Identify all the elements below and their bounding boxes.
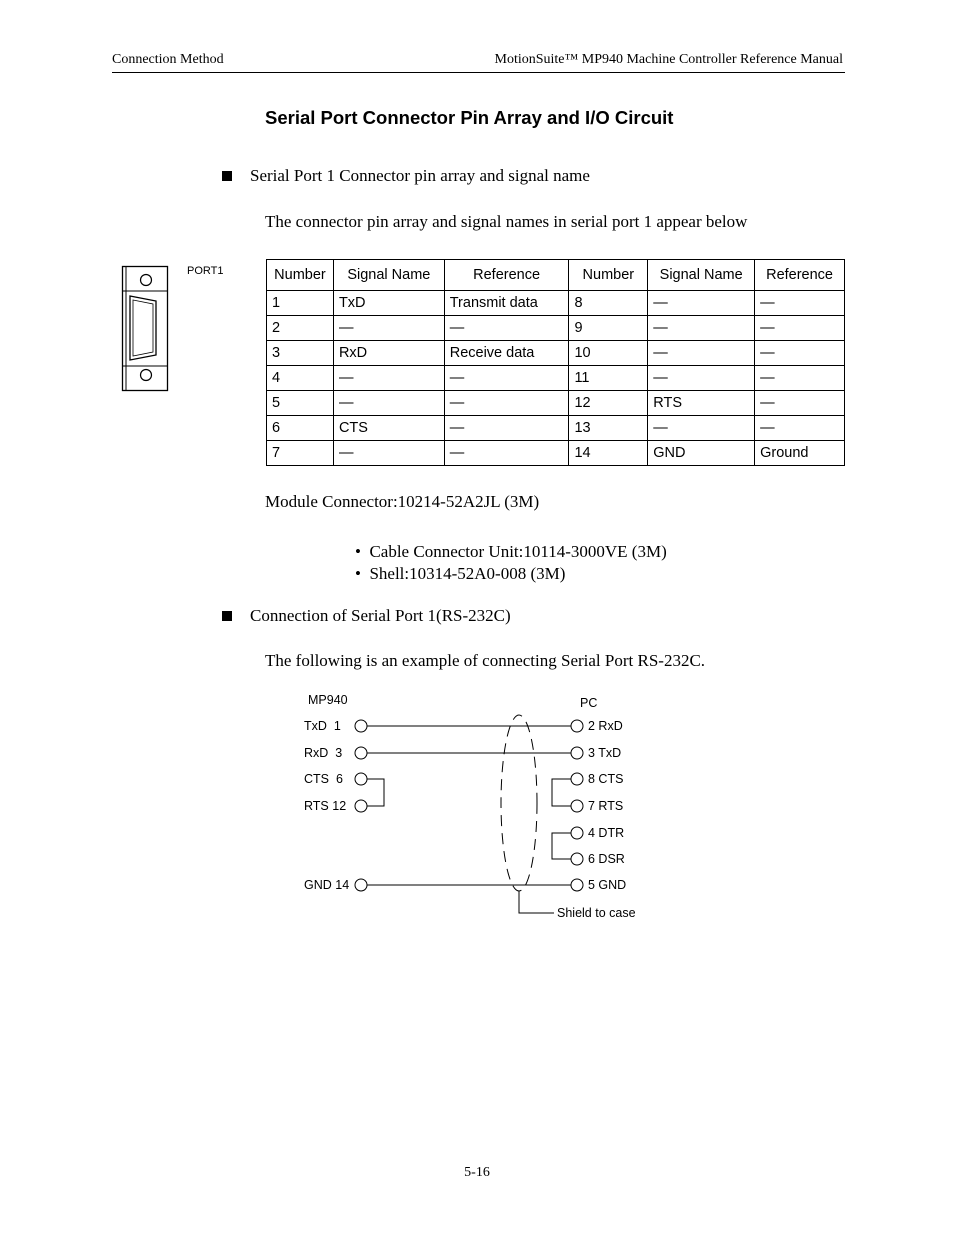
terminal-icon (571, 800, 583, 812)
list-item: • Shell:10314-52A0-008 (3M) (355, 564, 566, 583)
section2-intro: The following is an example of connecting Serial Port RS-232C. (265, 651, 706, 670)
right-pin-label: 2 RxD (588, 719, 623, 733)
table-cell: 1 (267, 291, 334, 316)
table-cell: 2 (267, 316, 334, 341)
table-cell: — (444, 391, 569, 416)
header-cell: Signal Name (648, 260, 755, 291)
table-cell: — (333, 441, 444, 466)
table-cell: — (755, 316, 845, 341)
shield-lead-wire (519, 891, 554, 913)
header-cell: Number (267, 260, 334, 291)
section2-bullet (222, 606, 511, 626)
pc-dtr-dsr-loopback-wire (552, 833, 571, 859)
table-cell: 10 (569, 341, 648, 366)
table-row (267, 316, 845, 341)
table-cell: RxD (333, 341, 444, 366)
table-cell: GND (648, 441, 755, 466)
table-cell: 11 (569, 366, 648, 391)
header-manual-title: MotionSuite™ MP940 Machine Controller Reference Manual (494, 52, 843, 67)
list-item: • Cable Connector Unit:10114-3000VE (3M) (355, 542, 667, 561)
table-cell: — (648, 416, 755, 441)
table-cell: 3 (267, 341, 334, 366)
table-cell: — (755, 366, 845, 391)
terminal-icon (355, 747, 367, 759)
left-pin-label: CTS 6 (304, 772, 343, 786)
section2-bullet-text: Connection of Serial Port 1(RS-232C) (250, 606, 511, 625)
table-cell: Ground (755, 441, 845, 466)
table-cell: — (444, 366, 569, 391)
pc-cts-rts-loopback-wire (552, 779, 571, 806)
table-row (267, 391, 845, 416)
table-cell: — (444, 441, 569, 466)
terminal-icon (355, 879, 367, 891)
table-cell: 12 (569, 391, 648, 416)
table-row (267, 341, 845, 366)
table-header-row (267, 260, 845, 291)
header-cell: Number (569, 260, 648, 291)
module-connector: Module Connector:10214-52A2JL (3M) (265, 492, 540, 511)
table-cell: — (444, 416, 569, 441)
terminal-icon (571, 827, 583, 839)
table-cell: — (755, 291, 845, 316)
section1-bullet (222, 166, 590, 186)
header-cell: Reference (755, 260, 845, 291)
page-title: Serial Port Connector Pin Array and I/O Circuit (265, 107, 674, 128)
table-row (267, 291, 845, 316)
right-pin-label: 8 CTS (588, 772, 624, 786)
left-pin-label: RxD 3 (304, 746, 343, 760)
table-cell: 6 (267, 416, 334, 441)
right-pin-label: 4 DTR (588, 826, 625, 840)
cable-shield-ellipse (501, 715, 537, 891)
shield-label: Shield to case (557, 906, 636, 920)
terminal-icon (571, 853, 583, 865)
table-row (267, 416, 845, 441)
table-cell: Receive data (444, 341, 569, 366)
square-bullet-icon (222, 171, 232, 181)
left-pin-label: RTS 12 (304, 799, 347, 813)
table-cell: — (755, 341, 845, 366)
left-pin-label: GND 14 (304, 878, 350, 892)
table-cell: — (648, 316, 755, 341)
db-connector-icon (118, 262, 174, 394)
left-pin-label: TxD 1 (304, 719, 341, 733)
pin-table (266, 259, 845, 466)
right-pin-label: 6 DSR (588, 852, 625, 866)
mp940-loopback-wire (367, 779, 384, 806)
table-cell: — (333, 391, 444, 416)
table-cell: — (333, 366, 444, 391)
terminal-icon (355, 720, 367, 732)
terminal-icon (571, 720, 583, 732)
port-label: PORT1 (187, 265, 224, 277)
mp940-label: MP940 (308, 693, 348, 707)
table-cell: 13 (569, 416, 648, 441)
terminal-icon (571, 879, 583, 891)
table-cell: TxD (333, 291, 444, 316)
terminal-icon (355, 800, 367, 812)
table-cell: Transmit data (444, 291, 569, 316)
terminal-icon (571, 747, 583, 759)
right-pin-label: 3 TxD (588, 746, 622, 760)
right-pin-label: 7 RTS (588, 799, 624, 813)
table-cell: 14 (569, 441, 648, 466)
table-cell: — (648, 366, 755, 391)
table-cell: 4 (267, 366, 334, 391)
terminal-icon (355, 773, 367, 785)
table-row (267, 441, 845, 466)
table-cell: — (648, 291, 755, 316)
table-cell: 5 (267, 391, 334, 416)
table-cell: — (444, 316, 569, 341)
section1-intro: The connector pin array and signal names in serial port 1 appear below (265, 212, 748, 231)
connector-parts-list (355, 542, 667, 586)
table-cell: — (333, 316, 444, 341)
pc-label: PC (580, 696, 598, 710)
table-cell: — (755, 416, 845, 441)
table-cell: RTS (648, 391, 755, 416)
header-cell: Reference (444, 260, 569, 291)
header-rule (112, 72, 845, 73)
wiring-diagram (290, 685, 660, 930)
section1-bullet-text: Serial Port 1 Connector pin array and signal name (250, 166, 590, 185)
table-cell: 7 (267, 441, 334, 466)
table-cell: 9 (569, 316, 648, 341)
page-number: 5-16 (464, 1165, 490, 1180)
table-row (267, 366, 845, 391)
table-cell: — (755, 391, 845, 416)
table-cell: 8 (569, 291, 648, 316)
table-cell: — (648, 341, 755, 366)
terminal-icon (571, 773, 583, 785)
table-cell: CTS (333, 416, 444, 441)
header-section-title: Connection Method (112, 52, 224, 67)
header-cell: Signal Name (333, 260, 444, 291)
right-pin-label: 5 GND (588, 878, 627, 892)
square-bullet-icon (222, 611, 232, 621)
